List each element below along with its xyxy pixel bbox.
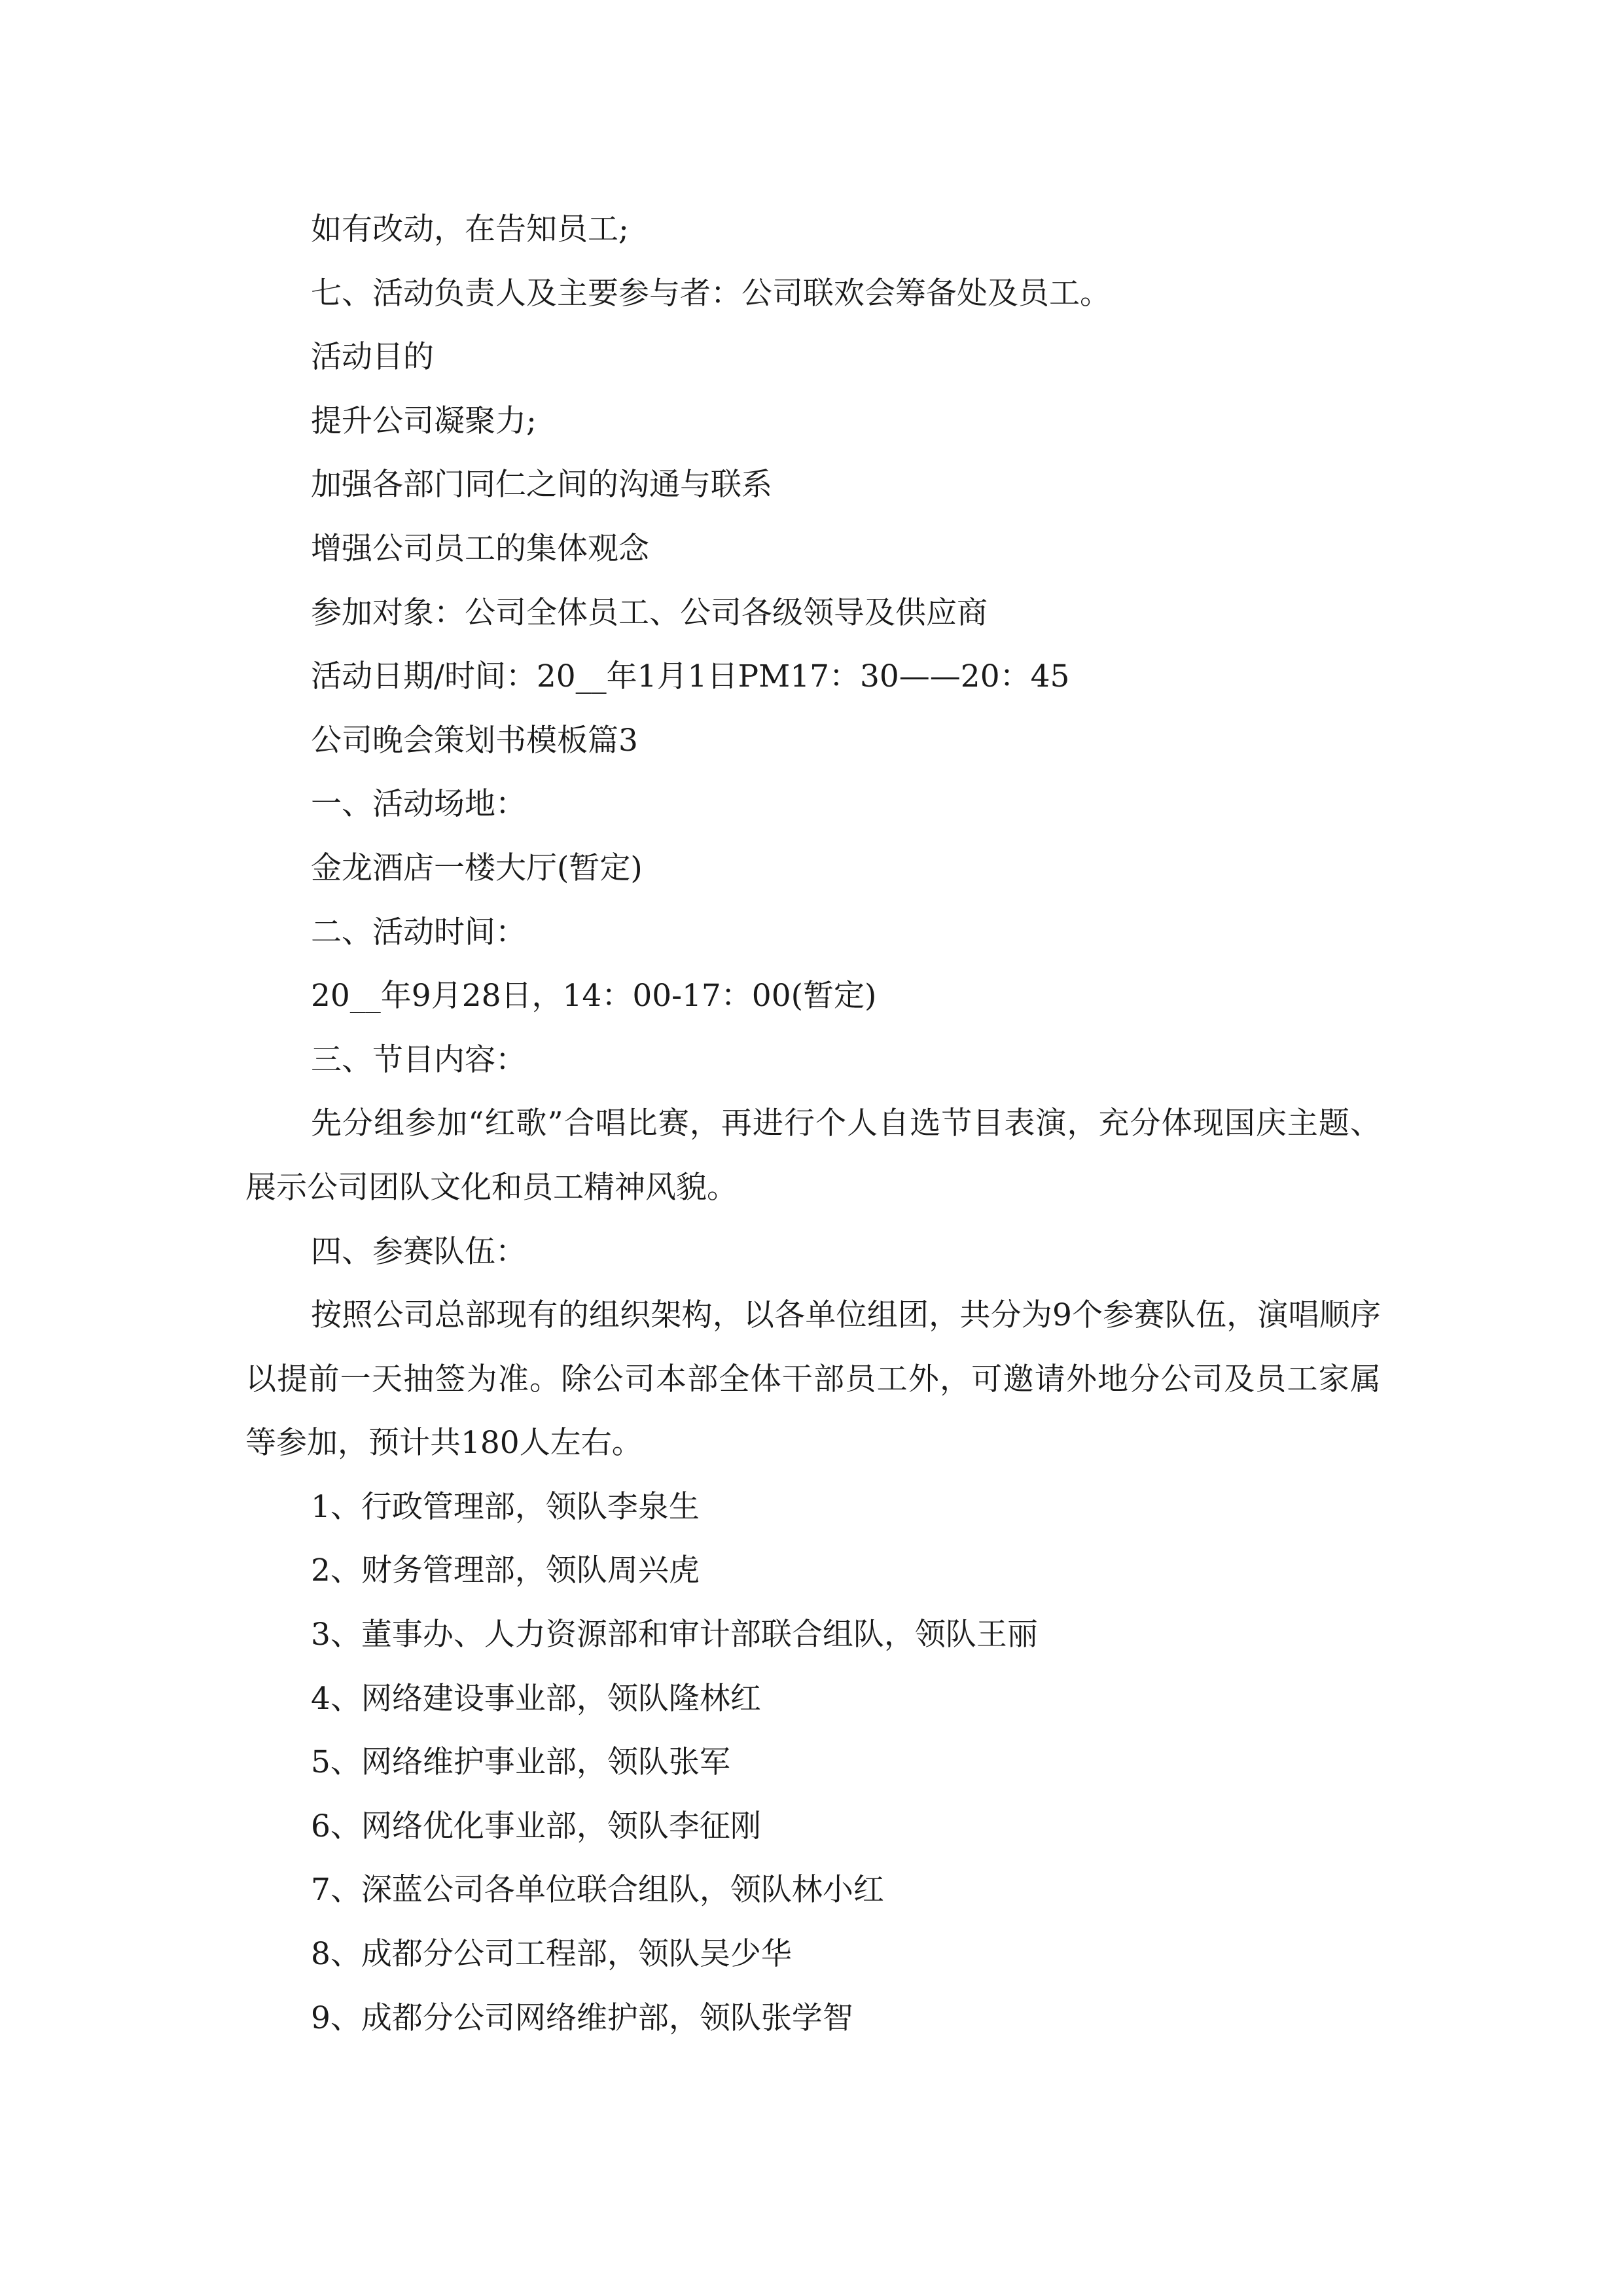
paragraph: 按照公司总部现有的组织架构，以各单位组团，共分为9个参赛队伍，演唱顺序以提前一天抽签为准。除公司本部全体干部员工外，可邀请外地分公司及员工家属等参加，预计共180人左右。	[245, 1297, 1381, 1462]
paragraph: 20__年9月28日，14：00-17：00(暂定)	[311, 978, 877, 1014]
list-item: 9、成都分公司网络维护部，领队张学智	[311, 2000, 853, 2036]
paragraph: 如有改动，在告知员工;	[311, 211, 629, 247]
list-item: 6、网络优化事业部，领队李征刚	[311, 1808, 761, 1844]
document-body	[245, 198, 1381, 2050]
section-heading: 公司晚会策划书模板篇3	[311, 722, 638, 759]
list-item: 2、财务管理部，领队周兴虎	[311, 1552, 700, 1589]
list-item: 8、成都分公司工程部，领队吴少华	[311, 1936, 792, 1973]
paragraph: 活动日期/时间：20__年1月1日PM17：30——20：45	[311, 658, 1070, 695]
paragraph: 加强各部门同仁之间的沟通与联系	[311, 467, 772, 503]
list-item: 3、董事办、人力资源部和审计部联合组队，领队王丽	[311, 1617, 1038, 1653]
paragraph: 一、活动场地：	[311, 786, 526, 823]
paragraph: 二、活动时间：	[311, 914, 526, 950]
list-item: 7、深蓝公司各单位联合组队，领队林小红	[311, 1872, 884, 1909]
list-item: 1、行政管理部，领队李泉生	[311, 1488, 700, 1525]
list-item: 5、网络维护事业部，领队张军	[311, 1744, 730, 1781]
paragraph: 提升公司凝聚力;	[311, 403, 537, 439]
paragraph: 七、活动负责人及主要参与者：公司联欢会筹备处及员工。	[311, 275, 1111, 312]
paragraph: 金龙酒店一楼大厅(暂定)	[311, 850, 643, 886]
paragraph: 三、节目内容：	[311, 1041, 526, 1078]
list-item: 4、网络建设事业部，领队隆林红	[311, 1680, 761, 1717]
paragraph: 增强公司员工的集体观念	[311, 530, 649, 567]
paragraph: 先分组参加“红歌”合唱比赛，再进行个人自选节目表演，充分体现国庆主题、展示公司团队文化和员工精神风貌。	[245, 1105, 1381, 1206]
paragraph: 参加对象：公司全体员工、公司各级领导及供应商	[311, 594, 988, 631]
paragraph: 四、参赛队伍：	[311, 1233, 526, 1270]
paragraph: 活动目的	[311, 339, 434, 376]
